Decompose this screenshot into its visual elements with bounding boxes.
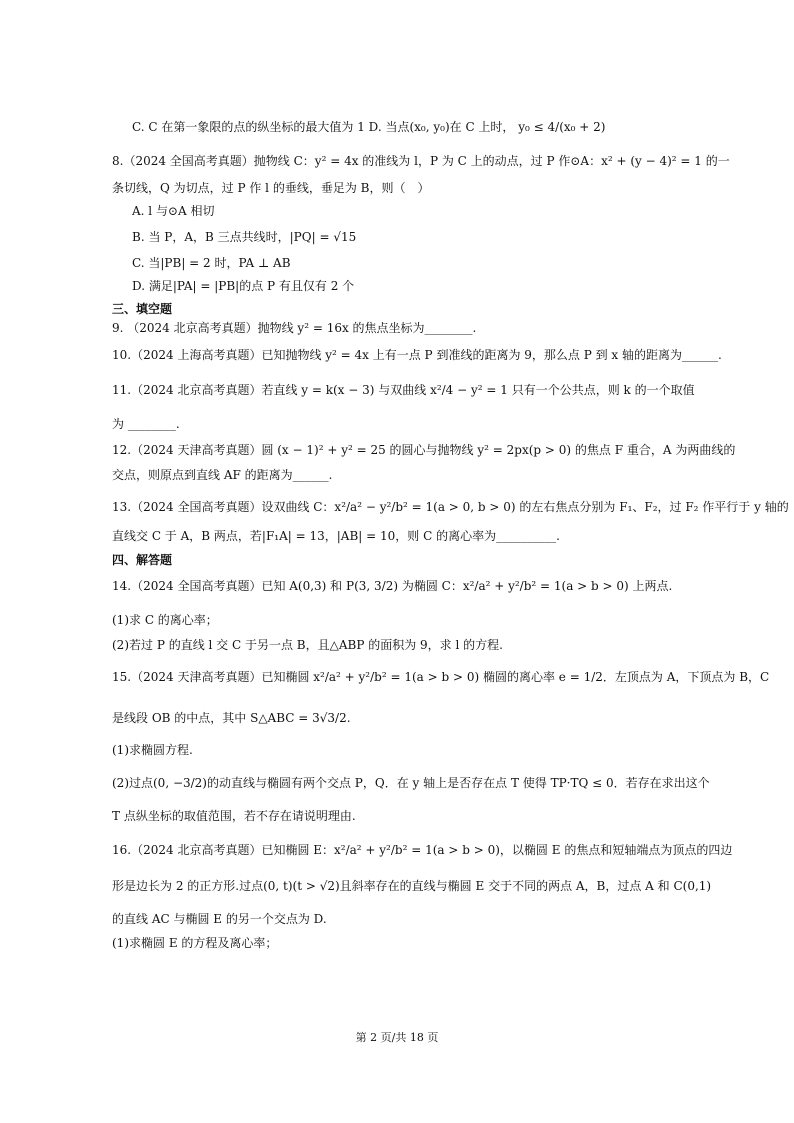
text-line: 16.（2024 北京高考真题）已知椭圆 E：x²/a² + y²/b² = 1(a > b > 0)，以椭圆 E 的焦点和短轴端点为顶点的四边 bbox=[112, 843, 733, 857]
text-line: (1)求 C 的离心率； bbox=[112, 613, 218, 627]
text-line: D. 满足|PA| = |PB|的点 P 有且仅有 2 个 bbox=[132, 279, 355, 293]
text-line: 交点，则原点到直线 AF 的距离为______. bbox=[112, 468, 333, 482]
section-heading: 三、填空题 bbox=[112, 302, 173, 316]
text-line: A. l 与⊙A 相切 bbox=[132, 204, 215, 218]
text-line: (2)过点(0, −3/2)的动直线与椭圆有两个交点 P，Q．在 y 轴上是否存在点 T 使得 TP·TQ ≤ 0．若存在求出这个 bbox=[112, 776, 710, 790]
text-line: 14.（2024 全国高考真题）已知 A(0,3) 和 P(3, 3/2) 为椭圆 C：x²/a² + y²/b² = 1(a > b > 0) 上两点. bbox=[112, 579, 673, 593]
text-line: 是线段 OB 的中点，其中 S△ABC = 3√3/2. bbox=[112, 711, 351, 725]
text-line: B. 当 P，A，B 三点共线时，|PQ| = √15 bbox=[132, 230, 357, 244]
text-line: (1)求椭圆 E 的方程及离心率； bbox=[112, 936, 278, 950]
text-line: 12.（2024 天津高考真题）圆 (x − 1)² + y² = 25 的圆心与抛物线 y² = 2px(p > 0) 的焦点 F 重合，A 为两曲线的 bbox=[112, 443, 736, 457]
text-line: 条切线，Q 为切点，过 P 作 l 的垂线，垂足为 B，则（ ） bbox=[112, 181, 430, 195]
text-line: C. C 在第一象限的点的纵坐标的最大值为 1 D. 当点(x₀, y₀)在 C 上时， y₀ ≤ 4/(x₀ + 2) bbox=[132, 120, 606, 134]
text-line: 8.（2024 全国高考真题）抛物线 C：y² = 4x 的准线为 l，P 为 C 上的动点，过 P 作⊙A：x² + (y − 4)² = 1 的一 bbox=[112, 154, 730, 168]
text-line: 直线交 C 于 A，B 两点，若|F₁A| = 13，|AB| = 10，则 C 的离心率为__________. bbox=[112, 529, 560, 543]
text-line: (2)若过 P 的直线 l 交 C 于另一点 B，且△ABP 的面积为 9，求 l 的方程. bbox=[112, 638, 503, 652]
text-line: T 点纵坐标的取值范围，若不存在请说明理由. bbox=[112, 809, 356, 823]
text-line: 11.（2024 北京高考真题）若直线 y = k(x − 3) 与双曲线 x²/4 − y² = 1 只有一个公共点，则 k 的一个取值 bbox=[112, 383, 695, 397]
text-line: 的直线 AC 与椭圆 E 的另一个交点为 D. bbox=[112, 912, 327, 926]
text-line: 15.（2024 天津高考真题）已知椭圆 x²/a² + y²/b² = 1(a > b > 0) 椭圆的离心率 e = 1/2．左顶点为 A，下顶点为 B，C bbox=[112, 670, 770, 684]
text-line: 10.（2024 上海高考真题）已知抛物线 y² = 4x 上有一点 P 到准线的距离为 9，那么点 P 到 x 轴的距离为______. bbox=[112, 348, 722, 362]
text-line: C. 当|PB| = 2 时，PA ⊥ AB bbox=[132, 256, 291, 270]
page-footer: 第 2 页/共 18 页 bbox=[355, 1031, 439, 1044]
section-heading: 四、解答题 bbox=[112, 553, 173, 567]
text-line: 形是边长为 2 的正方形.过点(0, t)(t > √2)且斜率存在的直线与椭圆 E 交于不同的两点 A，B，过点 A 和 C(0,1) bbox=[112, 879, 712, 893]
text-line: 为 ________. bbox=[112, 417, 180, 431]
text-line: 13.（2024 全国高考真题）设双曲线 C：x²/a² − y²/b² = 1(a > 0, b > 0) 的左右焦点分别为 F₁、F₂，过 F₂ 作平行于 y 轴的 bbox=[112, 500, 789, 514]
text-line: 9. （2024 北京高考真题）抛物线 y² = 16x 的焦点坐标为________. bbox=[112, 321, 477, 335]
text-line: (1)求椭圆方程. bbox=[112, 743, 193, 757]
